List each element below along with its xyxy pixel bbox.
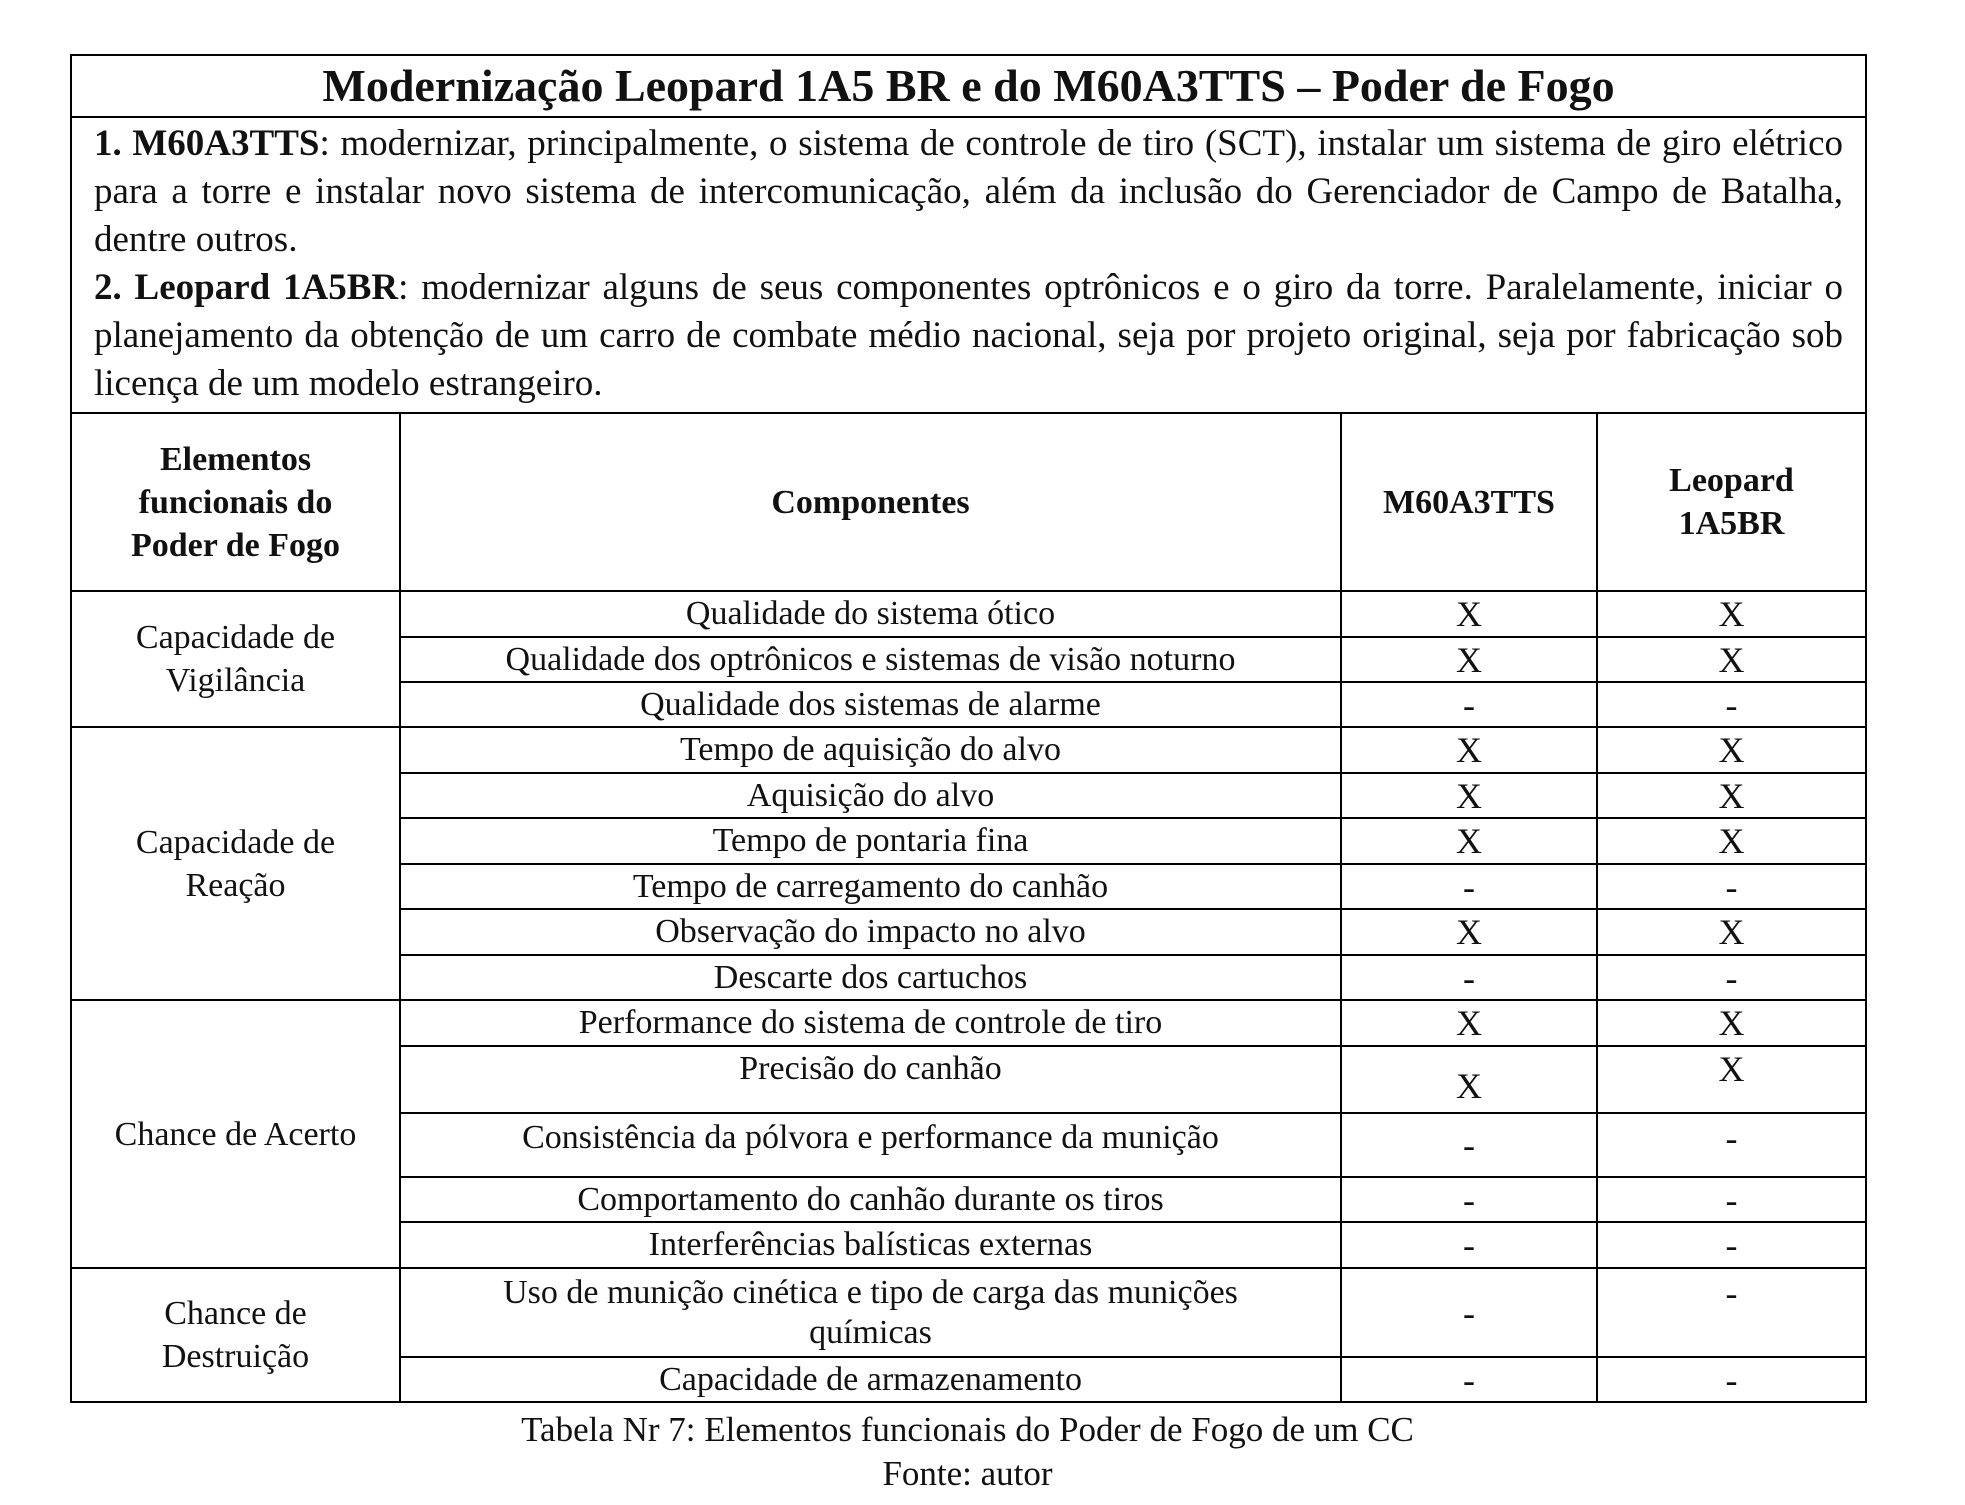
leopard-mark: -: [1597, 1113, 1866, 1177]
m60-mark: X: [1341, 591, 1597, 637]
element-cell: Capacidade de Reação: [71, 727, 400, 1000]
element-cell: Capacidade de Vigilância: [71, 591, 400, 727]
table-source: Fonte: autor: [882, 1454, 1053, 1493]
leopard-mark: X: [1597, 591, 1866, 637]
m60-mark: X: [1341, 727, 1597, 773]
title-row: [71, 55, 1866, 117]
component-cell: Tempo de carregamento do canhão: [400, 864, 1341, 909]
intro-text: [71, 117, 1866, 413]
intro-body: : modernizar alguns de seus componentes optrônicos e o giro da torre. Paralelamente, iniciar o planejamento da obtenção de um carro de combate médio nacional, seja por projeto original, seja por fabricação sob licença de um modelo estrangeiro.: [94, 267, 1844, 404]
component-cell: Aquisição do alvo: [400, 773, 1341, 818]
m60-mark: -: [1341, 1177, 1597, 1222]
leopard-mark: -: [1597, 1357, 1866, 1402]
element-cell: Chance de Destruição: [71, 1268, 400, 1402]
m60-mark: -: [1341, 864, 1597, 909]
m60-mark: -: [1341, 955, 1597, 1000]
component-cell: Comportamento do canhão durante os tiros: [400, 1177, 1341, 1222]
m60-mark: X: [1341, 1046, 1597, 1113]
component-cell: Qualidade dos sistemas de alarme: [400, 682, 1341, 727]
document: [70, 54, 1865, 1493]
leopard-mark: X: [1597, 1000, 1866, 1046]
leopard-mark: X: [1597, 637, 1866, 682]
m60-mark: X: [1341, 773, 1597, 818]
leopard-mark: -: [1597, 955, 1866, 1000]
m60-mark: X: [1341, 818, 1597, 864]
component-cell: Qualidade dos optrônicos e sistemas de visão noturno: [400, 637, 1341, 682]
header-elementos: Elementos funcionais do Poder de Fogo: [71, 413, 400, 591]
component-cell: Capacidade de armazenamento: [400, 1357, 1341, 1402]
leopard-mark: -: [1597, 682, 1866, 727]
leopard-mark: X: [1597, 818, 1866, 864]
m60-mark: X: [1341, 637, 1597, 682]
leopard-mark: -: [1597, 1222, 1866, 1268]
intro-row: [71, 117, 1866, 413]
component-cell: Consistência da pólvora e performance da munição: [400, 1113, 1341, 1177]
intro-label: 1. M60A3TTS: [94, 123, 320, 164]
m60-mark: -: [1341, 1268, 1597, 1357]
component-cell: Tempo de aquisição do alvo: [400, 727, 1341, 773]
header-row: [71, 413, 1866, 591]
component-cell: Descarte dos cartuchos: [400, 955, 1341, 1000]
intro-label: 2. Leopard 1A5BR: [94, 267, 399, 308]
m60-mark: X: [1341, 909, 1597, 955]
leopard-mark: -: [1597, 1268, 1866, 1357]
component-cell: Interferências balísticas externas: [400, 1222, 1341, 1268]
leopard-mark: X: [1597, 909, 1866, 955]
leopard-mark: X: [1597, 773, 1866, 818]
component-cell: Observação do impacto no alvo: [400, 909, 1341, 955]
firepower-table: [70, 54, 1867, 1403]
component-cell: Performance do sistema de controle de tiro: [400, 1000, 1341, 1046]
leopard-mark: X: [1597, 1046, 1866, 1113]
header-componentes: Componentes: [400, 413, 1341, 591]
intro-paragraph-leopard: [94, 264, 1843, 408]
header-m60a3tts: M60A3TTS: [1341, 413, 1597, 591]
element-cell: Chance de Acerto: [71, 1000, 400, 1268]
table-title: Modernização Leopard 1A5 BR e do M60A3TTS – Poder de Fogo: [71, 55, 1866, 117]
table-row: [71, 1000, 1866, 1046]
component-cell: Uso de munição cinética e tipo de carga das munições químicas: [400, 1268, 1341, 1357]
header-leopard: Leopard 1A5BR: [1597, 413, 1866, 591]
table-row: [71, 727, 1866, 773]
table-row: [71, 1268, 1866, 1357]
intro-body: : modernizar, principalmente, o sistema de controle de tiro (SCT), instalar um sistema de giro elétrico para a torre e instalar novo sistema de intercomunicação, além da inclusão do Gerenciador de Campo de Batalha, dentre outros.: [94, 123, 1844, 260]
m60-mark: -: [1341, 682, 1597, 727]
leopard-mark: X: [1597, 727, 1866, 773]
leopard-mark: -: [1597, 1177, 1866, 1222]
m60-mark: -: [1341, 1357, 1597, 1402]
leopard-mark: -: [1597, 864, 1866, 909]
m60-mark: X: [1341, 1000, 1597, 1046]
m60-mark: -: [1341, 1222, 1597, 1268]
component-cell: Qualidade do sistema ótico: [400, 591, 1341, 637]
component-cell: Tempo de pontaria fina: [400, 818, 1341, 864]
table-caption: Tabela Nr 7: Elementos funcionais do Poder de Fogo de um CC: [521, 1410, 1414, 1449]
m60-mark: -: [1341, 1113, 1597, 1177]
intro-paragraph-m60: [94, 120, 1843, 264]
table-row: [71, 591, 1866, 637]
component-cell: Precisão do canhão: [400, 1046, 1341, 1113]
